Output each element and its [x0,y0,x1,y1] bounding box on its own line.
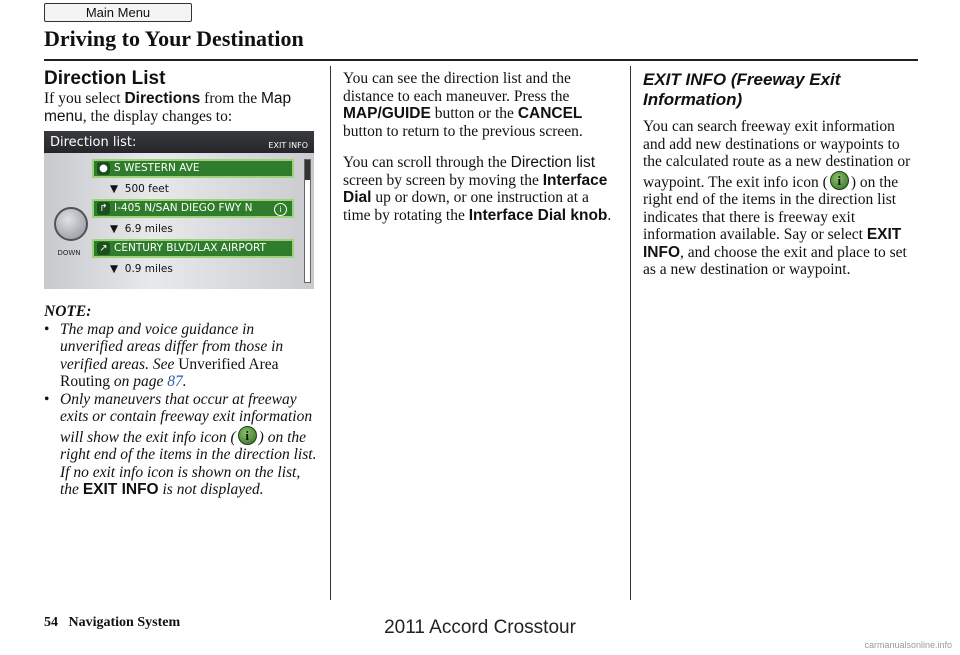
page-number: 54 [44,615,58,630]
dial-knob-icon [54,207,88,241]
column-2 [343,70,619,224]
directions-term: Directions [124,90,201,107]
distance-text: 0.9 miles [124,263,173,275]
scrollbar-thumb [305,160,310,180]
notes-list [44,321,320,499]
text: is not displayed. [158,481,264,498]
note-item [44,321,320,391]
row-label: CENTURY BLVD/LAX AIRPORT [114,241,266,254]
down-label: DOWN [57,249,81,257]
info-icon [830,171,849,190]
row-distance: ▼ 6.9 miles [110,223,173,235]
manual-name: Navigation System [68,615,181,630]
column-divider-1 [330,66,331,600]
turn-right-icon: ↱ [97,202,110,215]
row-distance: ▼ 500 feet [110,183,169,195]
text: screen by screen by moving the [343,171,543,189]
note-heading: NOTE: [44,303,92,320]
column-divider-2 [630,66,631,600]
text: , and choose the exit and place to set as a new destination or waypoint. [643,243,907,278]
interface-dial-term: Interface Dial [343,171,608,206]
page-link[interactable]: 87 [167,373,183,390]
paragraph [343,70,619,140]
text: The map and voice guidance in unverified areas differ from those in verified areas. See [60,320,284,373]
row-label: S WESTERN AVE [114,161,200,174]
text: button to return to the previous screen. [343,122,583,140]
direction-list-term: Direction list [510,154,596,171]
exit-info-icon: i [274,203,287,216]
text: ) on the right end of the items in the direction list. If no exit info icon is shown on the list, the [60,428,317,498]
bear-right-icon: ↗ [97,242,110,255]
destination-flag-icon: ● [97,162,110,175]
text: button or the [430,105,518,122]
text: , the display changes to: [82,107,233,125]
direction-row [92,199,294,218]
screen-title: Direction list: [50,135,137,150]
cancel-term: CANCEL [517,105,583,122]
text: You can see the direction list and the distance to each maneuver. Press the [343,70,571,105]
model-footer: 2011 Accord Crosstour [384,617,576,638]
intro-paragraph [44,90,320,125]
text: . [182,373,187,390]
text: You can search freeway exit information and add new destinations or waypoints to the calculated route as a new destination or waypoint. The exit info icon ( [643,118,911,191]
title-rule [44,59,918,61]
info-icon [238,426,257,445]
map-guide-term: MAP/GUIDE [343,105,431,122]
text: ) on the right end of the items in the direction list indicates that there is freeway exit information available. Say or select [643,173,899,243]
direction-list-screenshot [44,131,314,289]
text: If you select [44,90,125,107]
page-title: Driving to Your Destination [44,26,304,51]
text: You can scroll through the [343,154,511,171]
scrollbar [304,159,311,283]
direction-row [92,239,294,258]
text: on page [109,373,168,390]
paragraph [643,118,919,279]
text: up or down, or one instruction at a time by rotating the [343,189,589,224]
section-heading-direction-list: Direction List [44,68,166,89]
screen-body [44,153,314,289]
distance-text: 500 feet [124,183,169,195]
text: from the [200,90,261,107]
column-1 [44,66,320,499]
exit-info-label: EXIT INFO [268,141,308,150]
direction-row [92,159,294,178]
exit-info-term: EXIT INFO [82,481,159,498]
row-distance: ▼ 0.9 miles [110,263,173,275]
distance-text: 6.9 miles [124,223,173,235]
watermark: carmanualsonline.info [864,640,952,650]
map-menu-term: Map menu [44,90,292,125]
text: Only maneuvers that occur at freeway exits or contain freeway exit information will show the exit info icon ( [60,390,313,446]
text: . [607,206,612,224]
paragraph [343,154,619,224]
row-label: I-405 N/SAN DIEGO FWY N [114,201,253,214]
note-item [44,391,320,499]
section-heading-exit-info: EXIT INFO (Freeway Exit Information) [643,70,841,109]
cross-reference: Unverified Area Routing [60,355,279,390]
column-3 [643,70,919,279]
interface-dial-knob-term: Interface Dial knob [468,206,608,224]
main-menu-button[interactable]: Main Menu [44,3,192,22]
exit-info-term: EXIT INFO [643,226,902,261]
